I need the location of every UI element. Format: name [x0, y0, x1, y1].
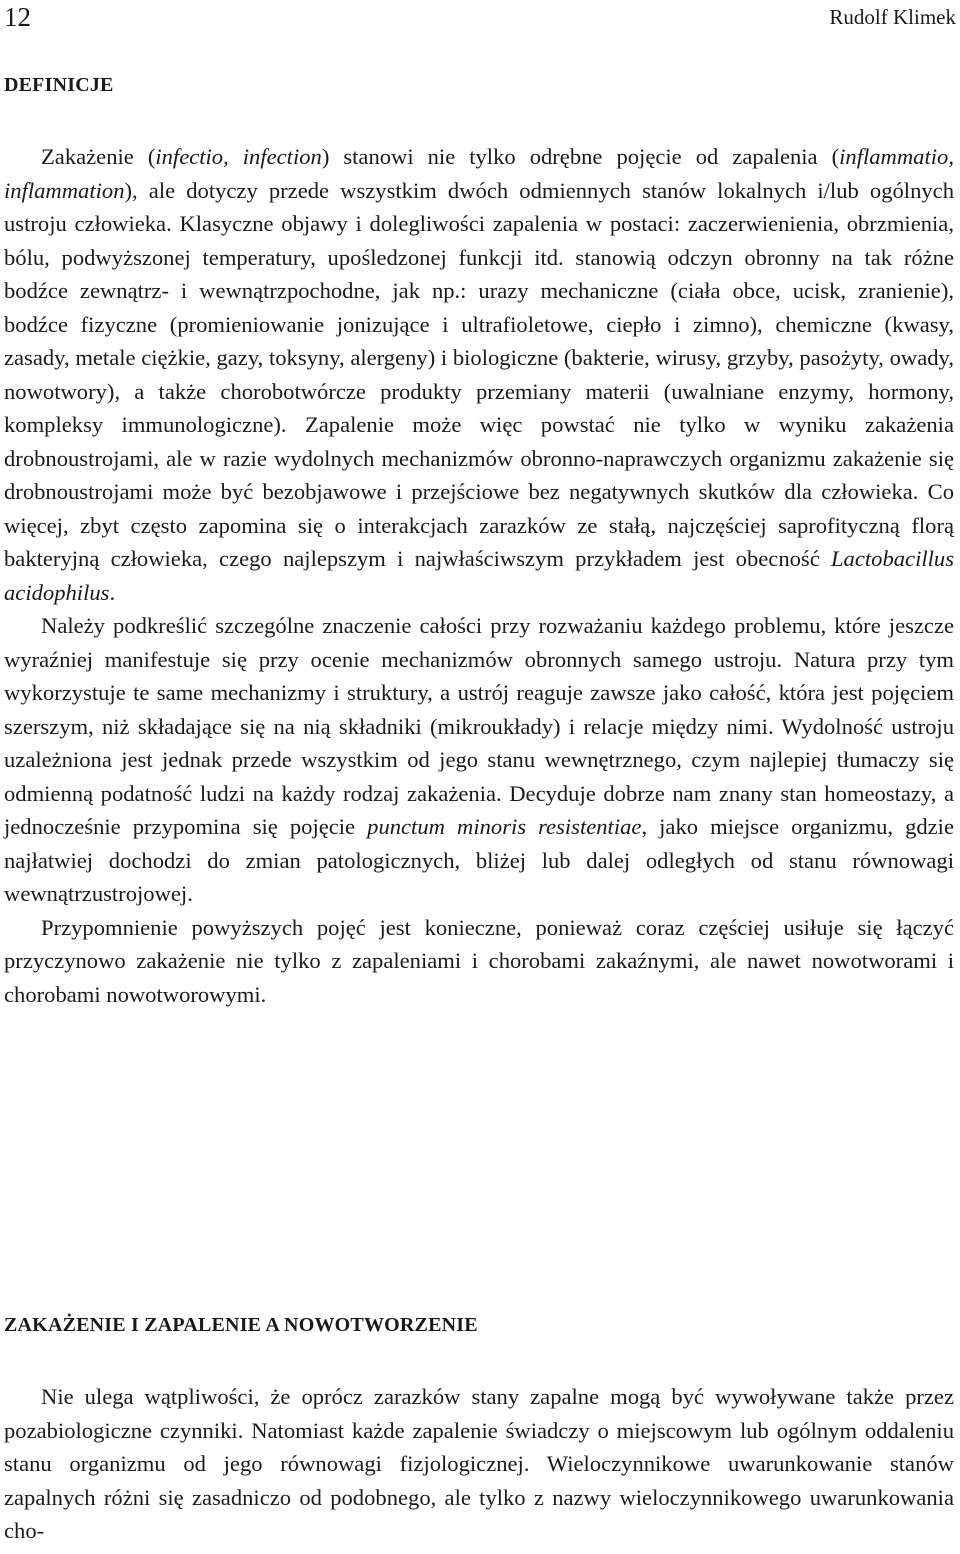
italic-term: infectio, infection	[155, 144, 322, 169]
text-run: ) stanowi nie tylko odrębne pojęcie od zapalenia (	[321, 144, 840, 169]
italic-term: Lactobacillus acidophilus	[4, 546, 954, 605]
section-body-zakazenie-zapalenie	[4, 1380, 954, 1548]
text-run: Zakażenie (	[41, 144, 156, 169]
italic-term: inflammatio, inflammation	[4, 144, 954, 203]
paragraph	[4, 911, 954, 1012]
paragraph	[4, 609, 954, 911]
page-number: 12	[4, 2, 31, 32]
text-run: .	[109, 579, 116, 605]
italic-term: punctum minoris resistentiae	[367, 814, 642, 839]
paragraph	[4, 1380, 954, 1548]
section-body-definicje	[4, 140, 954, 1011]
section-heading-definicje: DEFINICJE	[4, 74, 114, 96]
text-run: Nie ulega wątpliwości, że oprócz zarazków stany zapalne mogą być wywoływane także przez pozabiologiczne czynniki. Natomiast każde zapalenie świadczy o miejscowym lub ogólnym oddaleniu stanu organizmu od jego równowagi fizjologicznej. Wieloczynnikowe uwarunkowanie stanów zapalnych różni się zasadniczo od podobnego, ale tylko z nazwy wieloczynnikowego uwarunkowania cho-	[4, 1384, 954, 1543]
paragraph	[4, 140, 954, 609]
text-run: Przypomnienie powyższych pojęć jest konieczne, ponieważ coraz częściej usiłuje się łączyć przyczynowo zakażenie nie tylko z zapaleniami i chorobami zakaźnymi, ale nawet nowotworami i chorobami nowotworowymi.	[4, 914, 954, 1007]
running-header	[4, 0, 956, 34]
section-heading-zakazenie-zapalenie: ZAKAŻENIE I ZAPALENIE A NOWOTWORZENIE	[4, 1314, 478, 1336]
text-run: Należy podkreślić szczególne znaczenie całości przy rozważaniu każdego problemu, które jeszcze wyraźniej manifestuje się przy ocenie mechanizmów obronnych samego ustroju. Natura przy tym wykorzystuje te same mechanizmy i struktury, a ustrój reaguje zawsze jako całość, która jest pojęciem szerszym, niż składające się na nią składniki (mikroukłady) i relacje między nimi. Wydolność ustroju uzależniona jest jednak przede wszystkim od jego stanu wewnętrznego, czym najlepiej tłumaczy się odmienną podatność ludzi na każdy rodzaj zakażenia. Decyduje dobrze nam znany stan homeostazy, a jednocześnie przypomina się pojęcie	[4, 613, 954, 839]
text-run: , jako miejsce organizmu, gdzie najłatwiej dochodzi do zmian patologicznych, bliżej lub dalej odległych od stanu równowagi wewnątrzustrojowej.	[4, 814, 954, 906]
text-run: ), ale dotyczy przede wszystkim dwóch odmiennych stanów lokalnych i/lub ogólnych ustroju człowieka. Klasyczne objawy i dolegliwości zapalenia w postaci: zaczerwienienia, obrzmienia, bólu, podwyższonej temperatury, upośledzonej funkcji itd. stanowią odczyn obronny na tak różne bodźce zewnątrz- i wewnątrzpochodne, jak np.: urazy mechaniczne (ciała obce, ucisk, zranienie), bodźce fizyczne (promieniowanie jonizujące i ultrafioletowe, ciepło i zimno), chemiczne (kwasy, zasady, metale ciężkie, gazy, toksyny, alergeny) i biologiczne (bakterie, wirusy, grzyby, pasożyty, owady, nowotwory), a także chorobotwórcze produkty przemiany materii (uwalniane enzymy, hormony, kompleksy immunologiczne). Zapalenie może więc powstać nie tylko w wyniku zakażenia drobnoustrojami, ale w razie wydolnych mechanizmów obronno-naprawczych organizmu zakażenie się drobnoustrojami może być bezobjawowe i przejściowe bez negatywnych skutków dla człowieka. Co więcej, zbyt często zapomina się o interakcjach zarazków ze stałą, najczęściej saprofityczną florą bakteryjną człowieka, czego najlepszym i najwłaściwszym przykładem jest obecność	[4, 177, 954, 571]
running-header-author: Rudolf Klimek	[829, 5, 956, 29]
